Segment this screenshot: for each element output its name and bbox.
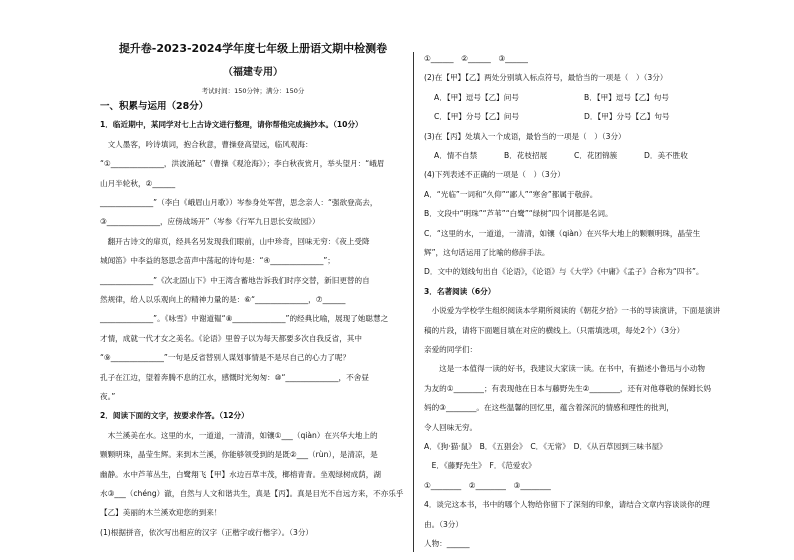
text-line: 山月半轮秋，②______ bbox=[100, 178, 176, 188]
text-line: “①______________，洪波涌起”（曹操《观沧海》）；李白秋夜赏月，举头望月：“峨眉 bbox=[100, 159, 385, 169]
text-line: 文人墨客，吟诗填词，抱合秋意，曹操登高望远，临风观海： bbox=[100, 139, 313, 149]
section-heading: 一、积累与运用（28分） bbox=[100, 101, 209, 112]
text-line: A．《狗·猫·鼠》 B．《五猖会》 C．《无常》 D．《从百草园到三味书屋》 bbox=[424, 442, 667, 451]
text-line: 由。（3分） bbox=[424, 519, 463, 529]
option-item: B．【甲】逗号【乙】句号 bbox=[584, 92, 669, 102]
text-line: 【乙】美丽的木兰溪欢迎您的到来！ bbox=[100, 508, 222, 518]
question-heading: 3．名著阅读（6分） bbox=[424, 286, 496, 296]
text-line: 令人回味无穷。 bbox=[424, 422, 478, 432]
page-subtitle: （福建专用） bbox=[223, 67, 283, 78]
text-line: ______________”。《咏雪》中谢道韫“⑧______________”的经典比喻，展现了她聪慧之 bbox=[100, 314, 389, 324]
text-line: 木兰溪美在水。这里的水，一道道，一清清，如镶①___（qiàn）在兴华大地上的 bbox=[100, 430, 378, 440]
option-item: D．【甲】分号【乙】句号 bbox=[584, 112, 670, 122]
option-item: C．【甲】分号【乙】问号 bbox=[434, 112, 520, 122]
text-line: (1)根据拼音，依次写出相应的汉字（正楷字或行楷字）。（3分） bbox=[100, 527, 314, 537]
text-line: A．“光临”一词和“久仰”“鄙人”“寒舍”都属于敬辞。 bbox=[424, 189, 598, 199]
text-line: C．“这里的水，一道道，一清清，如镶（qiàn）在兴华大地上的颗颗明珠，晶莹生 bbox=[424, 228, 701, 238]
text-line: ______________”《次北固山下》中王湾含蓄地告诉我们时序交替，新旧更替的自 bbox=[100, 275, 370, 285]
text-line: D．文中的划线句出自《论语》，《论语》与《大学》《中庸》《孟子》合称为“四书”。 bbox=[424, 267, 704, 277]
text-line: ③______________，应傍战场开”（岑参《行军九日思长安故园》） bbox=[100, 217, 320, 227]
text-line: 孔子在江边，望着奔腾不息的江水，感慨时光匆匆：⑩“______________，不舍昼 bbox=[100, 372, 369, 382]
option-item: D．美不胜收 bbox=[644, 151, 688, 160]
option-item: B．花枝招展 bbox=[504, 151, 548, 160]
text-line: 小说爱为学校学生组织阅读本学期所阅读的《朝花夕拾》一书的导读演讲，下面是演讲 bbox=[424, 306, 721, 316]
text-line: ①________ ②________ ③________ bbox=[424, 480, 551, 490]
question-heading: 2．阅读下面的文字，按要求作答。（12分） bbox=[100, 411, 249, 421]
text-line: 妈的③________。在这些温馨的回忆里，蕴含着深沉的情感和理性的批判， bbox=[424, 403, 674, 413]
column-divider bbox=[413, 52, 414, 552]
text-line: 这是一本值得一读的好书，我建议大家读一读。在书中，有描述小鲁迅与小动物 bbox=[424, 364, 705, 374]
text-line: (4)下列表述不正确的一项是（ ）（3分） bbox=[424, 170, 565, 180]
text-line: 辉”，这句话运用了比喻的修辞手法。 bbox=[424, 248, 550, 257]
text-line: ______________”（李白《峨眉山月歌》）岑参身处军营，思念亲人：“强欲登高去， bbox=[100, 198, 378, 207]
text-line: 为友的①________；有表现他在日本与藤野先生②________，还有对他尊敬的保姆长妈 bbox=[424, 383, 711, 393]
text-line: B．文段中“明珠”“芦苇”“白鹭”“绿树”四个词都是名词。 bbox=[424, 209, 613, 219]
text-line: 幽静。水中芦苇丛生，白鹭翔飞【甲】水边百草丰茂，榔榕青青。坐观绿树成荫，湖 bbox=[100, 469, 381, 479]
text-line: 亲爱的同学们： bbox=[424, 345, 478, 354]
text-line: 人物：______ bbox=[424, 539, 470, 548]
text-line: 稿的片段，请将下面题目填在对应的横线上。（只需填选项，每处2个）（3分） bbox=[424, 325, 685, 335]
option-item: A．情不自禁 bbox=[434, 151, 478, 160]
text-line: 水③___（chéng）澈，自然与人文和谐共生，真是【丙】。真是目光不自远方来，不亦乐乎 bbox=[100, 489, 404, 498]
page-title: 提升卷-2023-2024学年度七年级上册语文期中检测卷 bbox=[118, 42, 388, 55]
text-line: 才情，成就一代才女之美名。《论语》里曾子以为每天都要多次自我反省，其中 bbox=[100, 333, 362, 343]
text-line: (3)在【丙】处填入一个成语，最恰当的一项是（ ）（3分） bbox=[424, 131, 626, 141]
left-column bbox=[100, 0, 406, 560]
text-line: ①______ ②______ ③______ bbox=[424, 54, 528, 63]
text-line: 城闻笛》中李益的怒思念苗声中荡起的诗句是：“④______________”； bbox=[100, 256, 335, 266]
text-line: E．《藤野先生》 F．《范爱农》 bbox=[424, 461, 536, 471]
text-line: 翻开古诗文的扉页，经具名另发现我们眼前，山中珍奇，回味无穷：《夜上受降 bbox=[100, 236, 370, 246]
question-heading: 1．临近期中，某同学对七上古诗文进行整理，请你帮他完成摘抄本。（10分） bbox=[100, 120, 363, 130]
text-line: 然规律，给人以乐观向上的精神力量的是：⑥“______________，⑦______ bbox=[100, 295, 346, 304]
option-item: A．【甲】逗号【乙】问号 bbox=[434, 92, 519, 102]
right-column bbox=[424, 0, 721, 560]
option-item: C．花团锦簇 bbox=[574, 151, 618, 160]
text-line: 4．谈完这本书，书中的哪个人物给你留下了深刻的印象，请结合文章内容谈谈你的理 bbox=[424, 500, 710, 510]
text-line: “⑨______________”一句是反省替别人谋划事情是不是尽自己的心力了呢？ bbox=[100, 353, 351, 363]
text-line: 夜。” bbox=[100, 392, 116, 401]
text-line: 颗颗明珠，晶莹生辉。来到木兰溪，你能够领受到的是既②___（rùn），是清凉，是 bbox=[100, 450, 378, 460]
exam-info: 考试时间：150分钟；满分：150分 bbox=[201, 87, 305, 95]
text-line: (2)在【甲】【乙】两处分别填入标点符号，最恰当的一项是（ ）（3分） bbox=[424, 73, 668, 83]
